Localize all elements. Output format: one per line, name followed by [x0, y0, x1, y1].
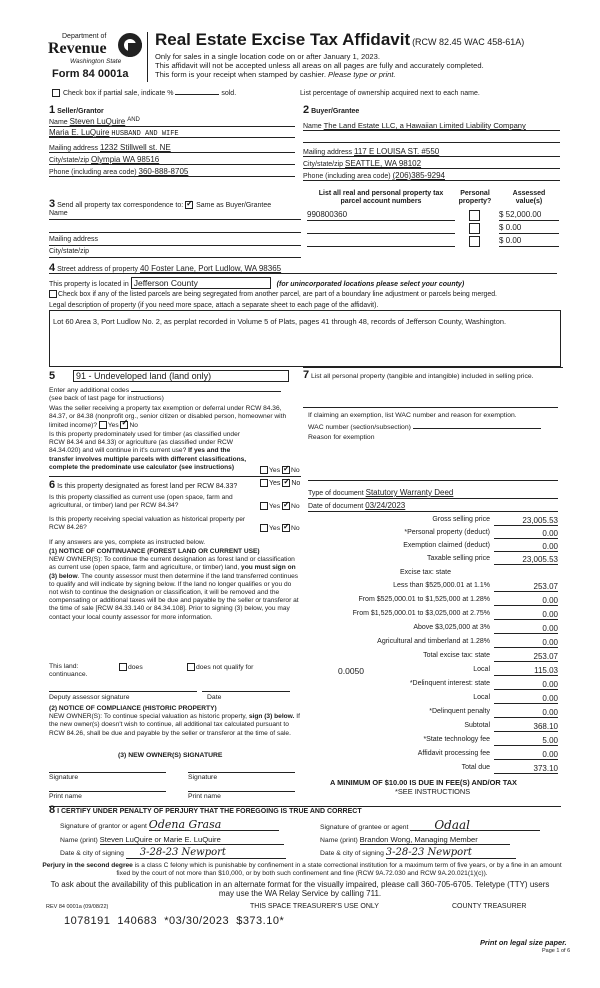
corr-mailing-row: Mailing address: [49, 236, 301, 246]
perjury-notice: Perjury in the second degree is a class C felony which is punishable by confinement in a state correctional institution for a maximum term of five years, or by a fine in an amount fixed by the court of not more than $10,000, or by both such confinement and fine (RCW 9A.72.030 and RCW 9A.20.021(1)(c)).: [42, 862, 562, 877]
segregated-row: Check box if any of the listed parcels are being segregated from another parcel, are part of a boundary line adjustment or parcels being merged.: [49, 290, 497, 298]
exemption-instructions: If claiming an exemption, list WAC number and reason for exemption.: [308, 412, 517, 419]
grantee-signature[interactable]: Odaal: [410, 820, 540, 831]
section5-divider: [49, 476, 301, 477]
see-instructions: *SEE INSTRUCTIONS: [395, 787, 471, 796]
buyer-mailing-row: Mailing address 117 E LOUISA ST. #550: [303, 147, 560, 157]
grantee-name-field[interactable]: Brandon Wong, Managing Member: [360, 835, 510, 845]
notice-continuance: (1) NOTICE OF CONTINUANCE (FOREST LAND OR CURRENT USE) NEW OWNER(S): To continue the current designation as forest land or classification as current use (open space, farm and agriculture, or timber) land, you must sign on (3) below. The county assessor must then determine if the land transferred continues to qualify and will indicate by signing below. If the land no longer qualifies or you do not wish to continue the designation or classification, it will be removed and the compensating or additional taxes will be due and payable by the seller or transferor at the time of sale [RCW 84.33.140 or 84.34.108]. Prior to signing (3) below, you may contact your local county assessor for more information.: [49, 548, 299, 621]
print-legal-note: Print on legal size paper.: [480, 938, 567, 947]
land-does-checkbox[interactable]: [119, 663, 127, 671]
total-state-tax-row: Total excise tax: state 253.07: [423, 652, 558, 661]
doc-date-row: Date of document 03/24/2023: [308, 501, 558, 512]
corr-name-row: Name: [49, 210, 301, 220]
property-street-row: 4 Street address of property 40 Foster Lane, Port Ludlow, WA 98365: [49, 262, 557, 274]
seller-name-row: Name Steven LuQuire AND: [49, 117, 295, 127]
seller-mailing-field[interactable]: 1232 Stillwell st. NE: [99, 143, 171, 152]
certify-statement: 8 I CERTIFY UNDER PENALTY OF PERJURY THAT THE FOREGOING IS TRUE AND CORRECT: [49, 804, 362, 816]
reason-label: Reason for exemption: [308, 434, 375, 441]
historical-yes-checkbox[interactable]: [260, 524, 268, 532]
parcels-col-assessed: Assessed value(s): [512, 190, 546, 205]
gross-price-field[interactable]: 23,005.53: [494, 516, 558, 526]
grantor-name-row: Name (print) Steven LuQuire or Marie E. LuQuire: [60, 835, 296, 845]
header-divider: [147, 32, 148, 82]
taxable-price-field[interactable]: 23,005.53: [494, 555, 558, 565]
personal-property-line[interactable]: [303, 407, 558, 408]
same-as-buyer-checkbox[interactable]: [185, 201, 193, 209]
partial-sale-percent-field[interactable]: [175, 94, 219, 95]
county-treasurer: COUNTY TREASURER: [452, 903, 527, 910]
partial-sale-checkbox[interactable]: [52, 89, 60, 97]
local-rate: 0.0050: [338, 666, 364, 676]
new-owner-sig-2[interactable]: [188, 772, 295, 773]
parcels-col-numbers: List all real and personal property tax parcel account numbers: [318, 190, 444, 205]
reason-line[interactable]: [308, 480, 558, 481]
forest-yes-checkbox[interactable]: [260, 479, 268, 487]
tax-bracket-row: Agricultural and timberland at 1.28% 0.00: [377, 638, 558, 647]
historical-question: Is this property receiving special valuation as historical property per RCW 84.26?: [49, 516, 246, 532]
current-use-answers: Yes ✓ No: [260, 502, 300, 510]
deputy-date-label: Date: [207, 694, 222, 701]
historical-answers: Yes ✓ No: [260, 524, 300, 532]
segregated-checkbox[interactable]: [49, 290, 57, 298]
this-land-row: This land: does does not qualify for continuance.: [49, 663, 254, 678]
page-title: Real Estate Excise Tax Affidavit (RCW 82.45 WAC 458-61A): [155, 30, 525, 49]
buyer-city-row: City/state/zip SEATTLE, WA 98102: [303, 159, 560, 169]
ownership-note: List percentage of ownership acquired next to each name.: [300, 90, 480, 97]
q1-yes-checkbox[interactable]: [99, 421, 107, 429]
total-due-row: Total due 373.10: [461, 764, 558, 773]
correspondence-heading: 3 Send all property tax correspondence to: ✓ Same as Buyer/Grantee: [49, 198, 271, 210]
q1-no-checkbox[interactable]: [120, 421, 128, 429]
tax-after-row: *Delinquent interest: state 0.00: [409, 680, 558, 689]
parcel-row: [307, 223, 560, 234]
property-street-field[interactable]: 40 Foster Lane, Port Ludlow, WA 98365: [139, 264, 282, 273]
wac-row: WAC number (section/subsection): [308, 424, 541, 431]
signature-label-2: Signature: [188, 774, 218, 781]
timber-question: Is this property predominately used for timber (as classified under RCW 84.34 and 84.33) or agriculture (as classified under RCW 84.34.020) and will continue in it's current use? If yes and the transfer involves multiple parcels with different classifications, complete the predominate use calculator (see instructions): [49, 431, 247, 471]
grantor-sig-row: Signature of grantor or agent Odena Grasa: [60, 820, 296, 832]
tax-row-taxable: Taxable selling price 23,005.53: [426, 555, 558, 564]
print-name-label-2: Print name: [188, 793, 221, 800]
seller-heading: 1 Seller/Grantor: [49, 104, 104, 116]
local-tax-row: 0.0050 Local 115.03: [338, 666, 558, 676]
print-name-line-2[interactable]: [188, 791, 295, 792]
new-owner-sig-1[interactable]: [49, 772, 166, 773]
assessed-value-field[interactable]: $ 0.00: [499, 223, 559, 234]
parcels-col-personal: Personal property?: [458, 190, 492, 205]
notice-compliance: (2) NOTICE OF COMPLIANCE (HISTORIC PROPERTY) NEW OWNER(S): To continue special valuation as historic property, sign (3) below. If the new owner(s) doesn't wish to continue, all additional tax calculated pursuant to RCW 84.26, shall be due and payable by the seller or transferor at the time of sale.: [49, 705, 300, 737]
local-tax-field[interactable]: 115.03: [494, 666, 558, 676]
print-name-label-1: Print name: [49, 793, 82, 800]
additional-codes-row: Enter any additional codes: [49, 387, 301, 394]
revenue-text: Revenue: [48, 40, 107, 57]
wac-number-field[interactable]: [413, 428, 541, 429]
signature-label-1: Signature: [49, 774, 79, 781]
buyer-phone-field[interactable]: (206)385-9294: [392, 171, 445, 180]
q2-no-checkbox[interactable]: [282, 466, 290, 474]
seller-phone-field[interactable]: 360-888-8705: [138, 167, 189, 176]
partial-sale-row: Check box if partial sale, indicate % sold.: [52, 89, 236, 97]
seller-city-row: City/state/zip Olympia WA 98516: [49, 155, 295, 165]
print-name-line-1[interactable]: [49, 791, 166, 792]
current-use-no-checkbox[interactable]: [282, 502, 290, 510]
tax-row-personal: *Personal property (deduct) 0.00: [404, 529, 558, 538]
wa-state-text: Washington State: [70, 58, 122, 65]
tax-bracket-row: From $525,000.01 to $1,525,000 at 1.28% 0.00: [358, 596, 558, 605]
tax-after-row: Local 0.00: [473, 694, 558, 703]
county-select[interactable]: Jefferson County: [131, 277, 271, 289]
personal-property-checkbox[interactable]: [469, 236, 480, 247]
total-due-field[interactable]: 373.10: [494, 764, 558, 774]
seller-city-field[interactable]: Olympia WA 98516: [91, 155, 160, 164]
buyer-name-field[interactable]: The Land Estate LLC, a Hawaiian Limited Liability Company: [323, 121, 526, 130]
section5-number: 5: [49, 370, 56, 382]
forest-no-checkbox[interactable]: [282, 479, 290, 487]
grantor-date-field[interactable]: 3-28-23 Newport: [126, 848, 286, 859]
current-use-yes-checkbox[interactable]: [260, 502, 268, 510]
seller-name-1[interactable]: Steven LuQuire: [69, 117, 126, 126]
deputy-sig-line[interactable]: [49, 691, 197, 692]
use-code-select[interactable]: 91 - Undeveloped land (land only): [73, 370, 289, 382]
dept-of-text: Department of: [62, 33, 107, 40]
new-owner-sig-title: (3) NEW OWNER(S) SIGNATURE: [118, 752, 223, 759]
personal-property-checkbox[interactable]: [469, 223, 480, 234]
buyer-name-row: Name The Land Estate LLC, a Hawaiian Limited Liability Company: [303, 121, 560, 131]
grantee-sig-row: Signature of grantee or agent Odaal: [320, 820, 560, 831]
personal-property-checkbox[interactable]: [469, 210, 480, 221]
page-number: Page 1 of 6: [542, 948, 571, 954]
processing-fee-row: Affidavit processing fee 0.00: [417, 750, 558, 759]
subtotal-row: Subtotal 368.10: [464, 722, 558, 731]
excise-heading: Excise tax: state: [400, 569, 451, 576]
timber-answers: Yes ✓ No: [260, 466, 300, 474]
section7-divider-top: [303, 367, 563, 368]
q2-yes-checkbox[interactable]: [260, 466, 268, 474]
historical-no-checkbox[interactable]: [282, 524, 290, 532]
buyer-name-row-2[interactable]: [303, 134, 560, 143]
parcel-number-field[interactable]: [307, 223, 455, 234]
parcel-row: [307, 236, 560, 247]
buyer-heading: 2 Buyer/Grantee: [303, 104, 360, 116]
tax-row-gross: Gross selling price 23,005.53: [432, 516, 558, 525]
treasurer-use: THIS SPACE TREASURER'S USE ONLY: [250, 903, 379, 910]
alt-format-notice: To ask about the availability of this publication in an alternate format for the visually impaired, please call 360-705-6705. Teletype (TTY) users may use the WA Relay Service by calling 711.: [50, 880, 550, 898]
parcels-table: [303, 190, 560, 260]
doc-type-row: Type of document Statutory Warranty Deed: [308, 488, 558, 499]
tax-bracket-row: Less than $525,000.01 at 1.1% 253.07: [393, 582, 558, 591]
grantor-name-field[interactable]: Steven LuQuire or Marie E. LuQuire: [100, 835, 284, 845]
seller-mailing-row: Mailing address 1232 Stillwell st. NE: [49, 143, 295, 153]
personal-deduct-field[interactable]: 0.00: [494, 529, 558, 539]
land-does-not-checkbox[interactable]: [187, 663, 195, 671]
doc-date-field[interactable]: 03/24/2023: [365, 501, 406, 510]
tax-row-exemption: Exemption claimed (deduct) 0.00: [403, 542, 558, 551]
tax-after-row: *Delinquent penalty 0.00: [429, 708, 558, 717]
forest-question: 6 Is this property designated as forest land per RCW 84.33? Yes ✓ No: [49, 479, 301, 491]
buyer-phone-row: Phone (including area code) (206)385-9294: [303, 171, 560, 181]
tech-fee-row: *State technology fee 5.00: [423, 736, 558, 745]
tax-bracket-row: From $1,525,000.01 to $3,025,000 at 2.75% 0.00: [352, 610, 558, 619]
seller-phone-row: Phone (including area code) 360-888-8705: [49, 167, 295, 177]
if-yes-note: If any answers are yes, complete as instructed below.: [49, 539, 206, 546]
property-county-row: This property is located in Jefferson County (for unincorporated locations please select your county): [49, 278, 465, 288]
current-use-question: Is this property classified as current use (open space, farm and agricultural, or timber) land per RCW 84.34?: [49, 494, 233, 510]
grantor-date-row: Date & city of signing 3-28-23 Newport: [60, 848, 296, 859]
deputy-date-line[interactable]: [202, 691, 290, 692]
additional-codes-note: (see back of last page for instructions): [49, 395, 164, 402]
parcel-number-field[interactable]: 990800360: [307, 210, 455, 221]
grantee-name-row: Name (print) Brandon Wong, Managing Member: [320, 835, 560, 845]
minimum-due-note: A MINIMUM OF $10.00 IS DUE IN FEE(S) AND/OR TAX: [330, 778, 517, 787]
buyer-mailing-field[interactable]: 117 E LOUISA ST. #550: [353, 147, 440, 156]
cashier-stamp: 1078191 140683 *03/30/2023 $373.10*: [64, 915, 285, 927]
additional-codes-field[interactable]: [131, 391, 281, 392]
grantor-signature[interactable]: Odena Grasa: [149, 820, 279, 831]
doc-type-field[interactable]: Statutory Warranty Deed: [365, 488, 454, 497]
legal-description-label: Legal description of property (if you need more space, attach a separate sheet to each page of the affidavit).: [49, 302, 379, 309]
grantee-date-field[interactable]: 3-28-23 Newport: [386, 848, 516, 859]
personal-property-label: 7 List all personal property (tangible and intangible) included in selling price.: [303, 369, 534, 381]
seller-name-2[interactable]: Maria E. LuQuire: [49, 128, 110, 137]
legal-description-text: Lot 60 Area 3, Port Ludlow No. 2, as perplat recorded in Volume 5 of Plats, pages 41 through 48, records of Jefferson County, Washington.: [53, 317, 507, 326]
dor-swirl-icon: [118, 33, 142, 57]
assessed-value-field[interactable]: $ 52,000.00: [499, 210, 559, 221]
deputy-sig-label: Deputy assessor signature: [49, 694, 130, 701]
seller-name-row-2: Maria E. LuQuire HUSBAND AND WIFE: [49, 128, 295, 138]
rev-number: REV 84 0001a (09/08/22): [46, 904, 109, 910]
parcel-number-field[interactable]: [307, 236, 455, 247]
grantee-date-row: Date & city of signing 3-28-23 Newport: [320, 848, 560, 859]
assessed-value-field[interactable]: $ 0.00: [499, 236, 559, 247]
buyer-city-field[interactable]: SEATTLE, WA 98102: [345, 159, 422, 168]
corr-name-row-2[interactable]: [49, 223, 301, 233]
corr-city-row: City/state/zip: [49, 248, 301, 258]
parcel-row: [307, 210, 560, 221]
exemption-question: Was the seller receiving a property tax exemption or deferral under RCW 84.36, 84.37, or 84.38 (nonprofit org., senior citizen or disabled person, homeowner with limited income)? Yes ✓ No: [49, 405, 301, 430]
legal-description-box[interactable]: [49, 310, 561, 367]
tax-bracket-row: Above $3,025,000 at 3% 0.00: [413, 624, 558, 633]
exemption-deduct-field[interactable]: 0.00: [494, 542, 558, 552]
form-number: Form 84 0001a: [52, 68, 129, 80]
header-instructions: Only for sales in a single location code on or after January 1, 2023. This affidavit will not be accepted unless all areas on all pages are fully and accurately completed. This form is your receipt when stamped by cashier. Please type or print.: [155, 52, 484, 79]
